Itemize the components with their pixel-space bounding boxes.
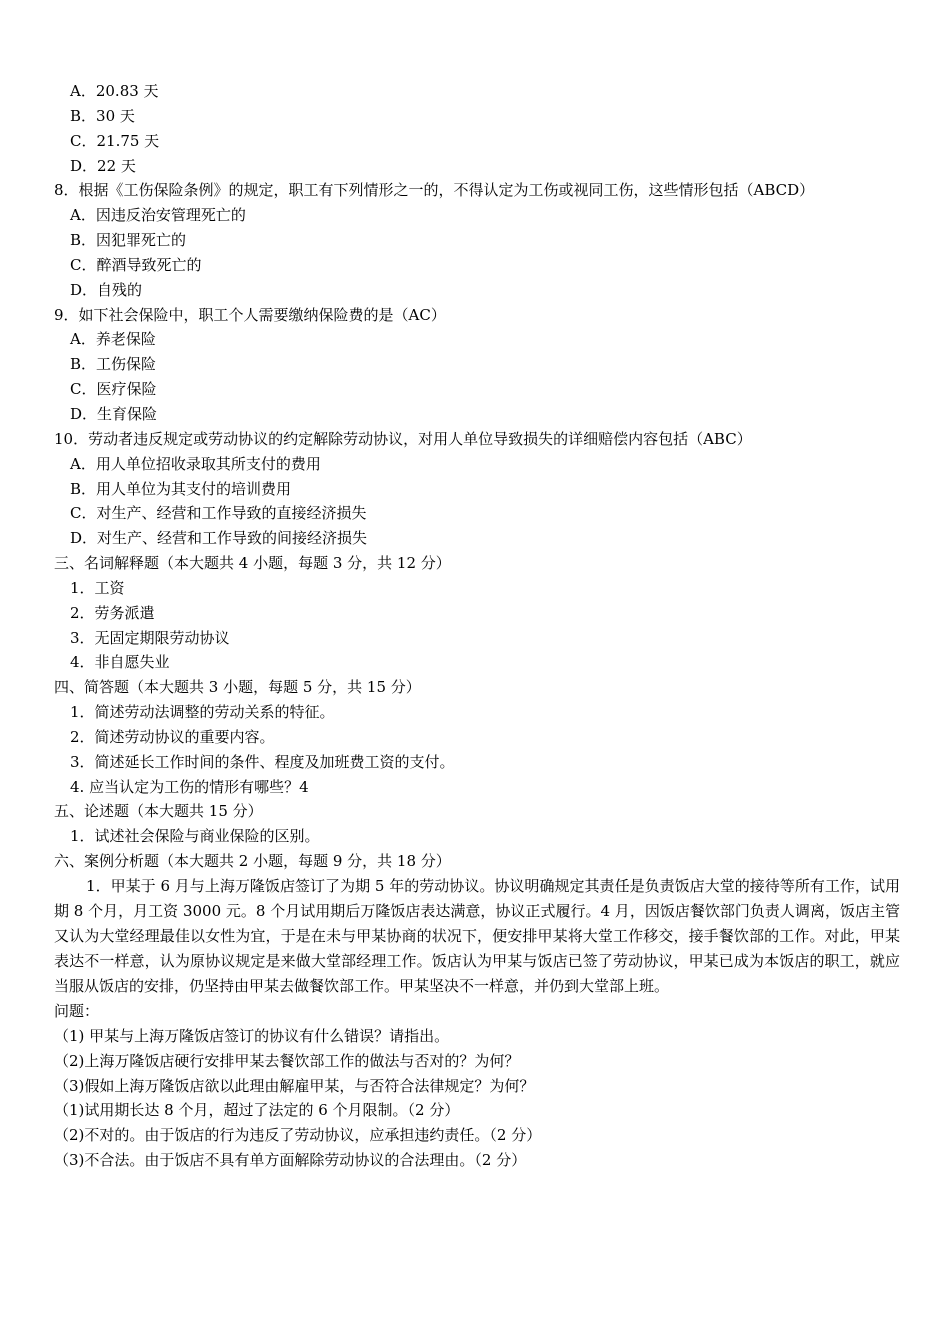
case-line: 问题： (54, 1002, 100, 1020)
answer-option: A．因违反治安管理死亡的 (70, 206, 246, 225)
answer-option: B．用人单位为其支付的培训费用 (70, 479, 292, 498)
answer-option: D．生育保险 (70, 404, 158, 423)
case-line: （3)假如上海万隆饭店欲以此理由解雇甲某，与否符合法律规定？为何？ (54, 1076, 535, 1095)
case-line: （1) 甲某与上海万隆饭店签订的协议有什么错误？请指出。 (54, 1026, 450, 1045)
answer-option: A．用人单位招收录取其所支付的费用 (70, 454, 321, 473)
sub-question: 1．简述劳动法调整的劳动关系的特征。 (70, 703, 335, 722)
sub-question: 1．工资 (70, 578, 125, 597)
document-body (54, 79, 900, 1173)
sub-question: 2．简述劳动协议的重要内容。 (70, 727, 275, 746)
question-heading: 10．劳动者违反规定或劳动协议的约定解除劳动协议，对用人单位导致损失的详细赔偿内容包括（ABC） (54, 429, 752, 448)
answer-option: A．养老保险 (70, 330, 156, 349)
question-heading: 9．如下社会保险中，职工个人需要缴纳保险费的是（AC） (54, 305, 446, 324)
sub-question: 4．非自愿失业 (70, 653, 170, 672)
question-heading: 三、名词解释题（本大题共 4 小题，每题 3 分，共 12 分） (54, 554, 451, 573)
case-line: （2)上海万隆饭店硬行安排甲某去餐饮部工作的做法与否对的？为何？ (54, 1051, 520, 1070)
case-line: （2)不对的。由于饭店的行为违反了劳动协议，应承担违约责任。（2 分） (54, 1126, 542, 1145)
case-line: （1)试用期长达 8 个月，超过了法定的 6 个月限制。（2 分） (54, 1101, 460, 1120)
case-paragraph: 1．甲某于 6 月与上海万隆饭店签订了为期 5 年的劳动协议。协议明确规定其责任是负责饭店大堂的接待等所有工作，试用期 8 个月，月工资 3000 元。8 个月试用期后万隆饭店表达满意，协议正式履行。4 月，因饭店餐饮部门负责人调离，饭店主管又认为大堂经理最佳以女性为宜，于是在未与甲某协商的状况下，便安排甲某将大堂工作移交，接手餐饮部的工作。对此，甲某表达不一样意，认为原协议规定是来做大堂部经理工作。饭店认为甲某与饭店已签了劳动协议，甲某已成为本饭店的职工，就应当服从饭店的安排，仍坚持由甲某去做餐饮部工作。甲某坚决不一样意，并仍到大堂部上班。 (54, 877, 900, 995)
sub-question: 1．试述社会保险与商业保险的区别。 (70, 827, 320, 846)
sub-question: 3．简述延长工作时间的条件、程度及加班费工资的支付。 (70, 752, 455, 771)
answer-option: A．20.83 天 (70, 82, 159, 100)
sub-question: 2．劳务派遣 (70, 603, 155, 622)
answer-option: C．21.75 天 (70, 131, 160, 150)
answer-option: D．自残的 (70, 280, 143, 299)
answer-option: B．30 天 (70, 106, 135, 125)
case-line: （3)不合法。由于饭店不具有单方面解除劳动协议的合法理由。（2 分） (54, 1151, 527, 1170)
answer-option: D．22 天 (70, 156, 136, 175)
answer-option: C．医疗保险 (70, 380, 157, 399)
answer-option: C．对生产、经营和工作导致的直接经济损失 (70, 504, 367, 523)
question-heading: 六、案例分析题（本大题共 2 小题，每题 9 分，共 18 分） (54, 852, 451, 871)
sub-question: 4. 应当认定为工伤的情形有哪些？4 (70, 777, 309, 796)
question-list (54, 79, 900, 874)
case-questions-and-answers (54, 999, 900, 1173)
answer-option: B．工伤保险 (70, 355, 157, 374)
answer-option: D．对生产、经营和工作导致的间接经济损失 (70, 529, 368, 548)
question-heading: 五、论述题（本大题共 15 分） (54, 802, 263, 821)
answer-option: C．醉酒导致死亡的 (70, 255, 202, 274)
sub-question: 3．无固定期限劳动协议 (70, 628, 230, 647)
question-heading: 四、简答题（本大题共 3 小题，每题 5 分，共 15 分） (54, 678, 421, 697)
answer-option: B．因犯罪死亡的 (70, 231, 187, 250)
question-heading: 8．根据《工伤保险条例》的规定，职工有下列情形之一的，不得认定为工伤或视同工伤，这些情形包括（ABCD） (54, 181, 815, 200)
